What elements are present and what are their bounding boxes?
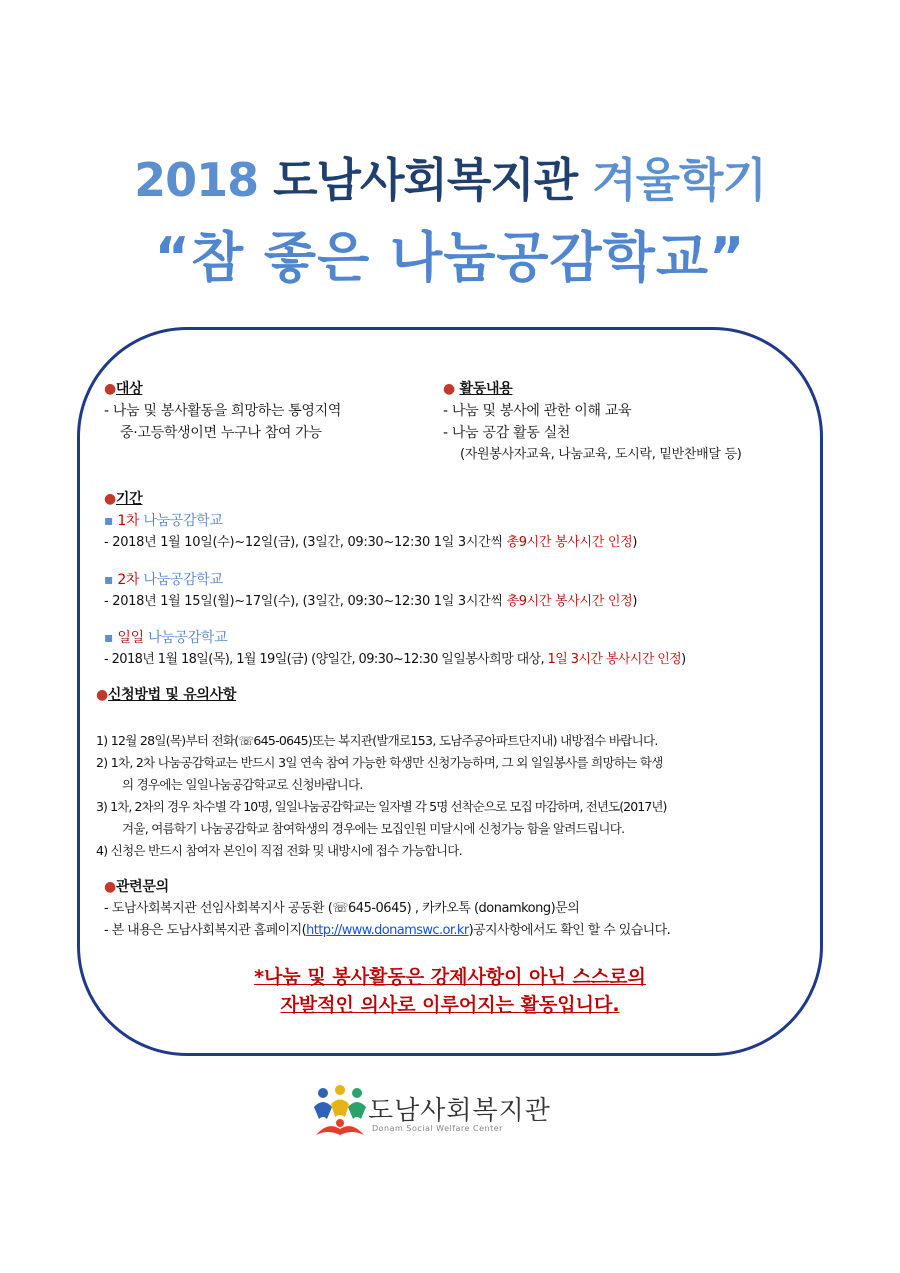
title-season: 겨울학기: [592, 153, 766, 207]
apply-line-4: 3) 1차, 2차의 경우 차수별 각 10명, 일일나눔공감학교는 일자별 각 5명 선착순으로 모집 마감하며, 전년도(2017년): [96, 799, 667, 814]
title-year: 2018: [134, 153, 259, 207]
contact-line-2: - 본 내용은 도남사회복지관 홈페이지(http://www.donamswc.or.kr)공지사항에서도 확인 할 수 있습니다.: [104, 923, 671, 938]
page-subtitle: “참 좋은 나눔공감학교”: [154, 226, 746, 289]
activities-heading: ● 활동내용: [443, 381, 513, 397]
activities-line-2: - 나눔 공감 활동 실천: [443, 425, 571, 441]
apply-line-6: 4) 신청은 반드시 참여자 본인이 직접 전화 및 내방시에 접수 가능합니다.: [96, 843, 462, 858]
apply-line-2: 2) 1차, 2차 나눔공감학교는 반드시 3일 연속 참여 가능한 학생만 신청가능하며, 그 외 일일봉사를 희망하는 학생: [96, 755, 663, 770]
contact-line-1: - 도남사회복지관 선임사회복지사 공동환 (☏645-0645) , 카카오톡 (donamkong)문의: [104, 901, 580, 916]
organization-logo-icon: [310, 1085, 370, 1140]
square-bullet-icon: ▪: [104, 572, 114, 588]
apply-line-5: 겨울, 여름학기 나눔공감학교 참여학생의 경우에는 모집인원 미달시에 신청가능 함을 알려드립니다.: [122, 821, 625, 836]
bullet-dot-icon: ●: [104, 381, 116, 397]
activities-line-3: (자원봉사자교육, 나눔교육, 도시락, 밑반찬배달 등): [460, 447, 742, 462]
logo-subtitle: Donam Social Welfare Center: [372, 1124, 503, 1133]
session-3-title: ▪ 일일 나눔공감학교: [104, 630, 228, 646]
activities-line-1: - 나눔 및 봉사에 관한 이해 교육: [443, 403, 632, 419]
apply-line-3: 의 경우에는 일일나눔공감학교로 신청바랍니다.: [122, 777, 363, 792]
target-line-2: 중·고등학생이면 누구나 참여 가능: [120, 425, 322, 441]
contact-heading: ●관련문의: [104, 879, 169, 895]
apply-line-1: 1) 12월 28일(목)부터 전화(☏645-0645)또는 복지관(발개로153, 도남주공아파트단지내) 내방접수 바랍니다.: [96, 733, 658, 748]
title-org: 도남사회복지관: [273, 153, 578, 207]
page-title: [0, 150, 900, 210]
apply-heading: ●신청방법 및 유의사항: [96, 687, 237, 703]
logo-name: 도남사회복지관: [368, 1096, 551, 1126]
target-line-1: - 나눔 및 봉사활동을 희망하는 통영지역: [104, 403, 342, 419]
bullet-dot-icon: ●: [96, 687, 108, 703]
bullet-dot-icon: ●: [104, 491, 116, 507]
session-2-title: ▪ 2차 나눔공감학교: [104, 572, 223, 588]
square-bullet-icon: ▪: [104, 630, 114, 646]
period-heading: ●기간: [104, 491, 143, 507]
session-1-detail: - 2018년 1월 10일(수)~12일(금), (3일간, 09:30~12:30 1일 3시간씩 총9시간 봉사시간 인정): [104, 535, 638, 550]
session-1-title: ▪ 1차 나눔공감학교: [104, 513, 223, 529]
square-bullet-icon: ▪: [104, 513, 114, 529]
notice-line-2: 자발적인 의사로 이루어지는 활동입니다.: [280, 994, 620, 1016]
bullet-dot-icon: ●: [104, 879, 116, 895]
target-heading: ●대상: [104, 381, 143, 397]
homepage-link[interactable]: http://www.donamswc.or.kr: [306, 923, 469, 938]
notice-line-1: *나눔 및 봉사활동은 강제사항이 아닌 스스로의: [254, 966, 646, 988]
session-3-detail: - 2018년 1월 18일(목), 1월 19일(금) (양일간, 09:30~12:30 일일봉사희망 대상, 1일 3시간 봉사시간 인정): [104, 652, 686, 667]
bullet-dot-icon: ●: [443, 381, 455, 397]
session-2-detail: - 2018년 1월 15일(월)~17일(수), (3일간, 09:30~12:30 1일 3시간씩 총9시간 봉사시간 인정): [104, 594, 638, 609]
